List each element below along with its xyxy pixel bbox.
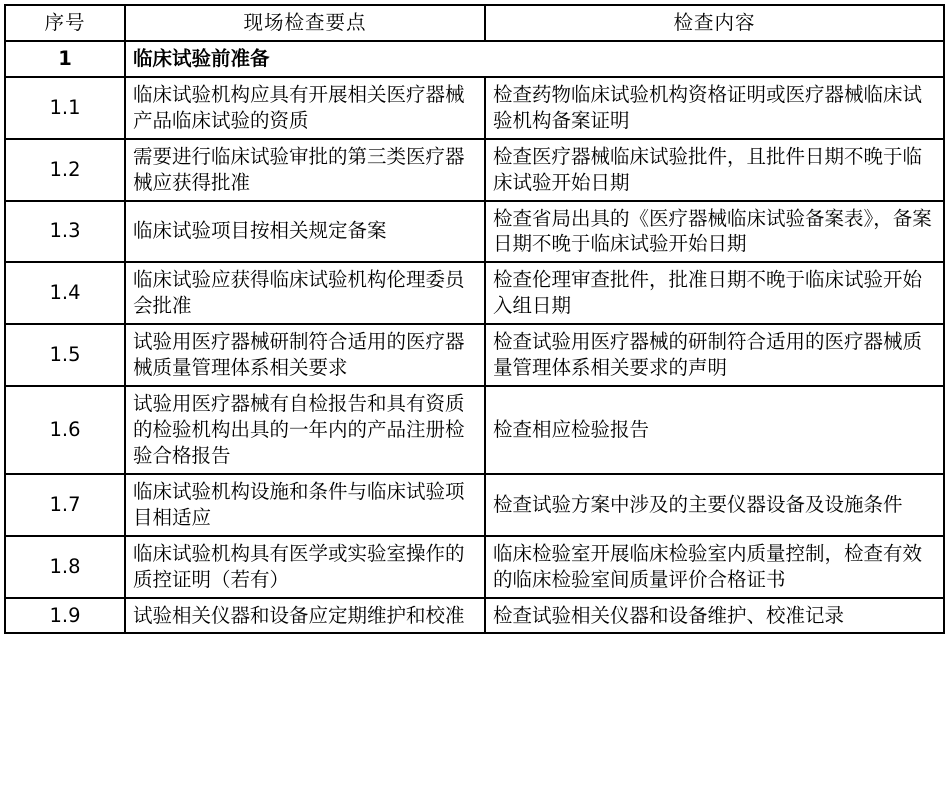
inspection-point: 临床试验机构具有医学或实验室操作的质控证明（若有） bbox=[125, 536, 485, 598]
inspection-point: 临床试验应获得临床试验机构伦理委员会批准 bbox=[125, 262, 485, 324]
inspection-content: 检查试验方案中涉及的主要仪器设备及设施条件 bbox=[485, 474, 944, 536]
inspection-content: 临床检验室开展临床检验室内质量控制，检查有效的临床检验室间质量评价合格证书 bbox=[485, 536, 944, 598]
column-header-content: 检查内容 bbox=[485, 5, 944, 41]
row-number: 1.8 bbox=[5, 536, 125, 598]
row-number: 1.1 bbox=[5, 77, 125, 139]
inspection-point: 试验用医疗器械研制符合适用的医疗器械质量管理体系相关要求 bbox=[125, 324, 485, 386]
inspection-point: 试验用医疗器械有自检报告和具有资质的检验机构出具的一年内的产品注册检验合格报告 bbox=[125, 386, 485, 474]
table-row bbox=[5, 474, 944, 536]
inspection-content: 检查试验相关仪器和设备维护、校准记录 bbox=[485, 598, 944, 634]
table-row bbox=[5, 598, 944, 634]
row-number: 1.2 bbox=[5, 139, 125, 201]
inspection-content: 检查相应检验报告 bbox=[485, 386, 944, 474]
row-number: 1.6 bbox=[5, 386, 125, 474]
inspection-checklist-table bbox=[4, 4, 945, 634]
column-header-point: 现场检查要点 bbox=[125, 5, 485, 41]
table-row bbox=[5, 536, 944, 598]
inspection-point: 需要进行临床试验审批的第三类医疗器械应获得批准 bbox=[125, 139, 485, 201]
table-row bbox=[5, 77, 944, 139]
inspection-content: 检查试验用医疗器械的研制符合适用的医疗器械质量管理体系相关要求的声明 bbox=[485, 324, 944, 386]
inspection-content: 检查省局出具的《医疗器械临床试验备案表》，备案日期不晚于临床试验开始日期 bbox=[485, 201, 944, 263]
inspection-point: 临床试验项目按相关规定备案 bbox=[125, 201, 485, 263]
inspection-content: 检查医疗器械临床试验批件，且批件日期不晚于临床试验开始日期 bbox=[485, 139, 944, 201]
table-row bbox=[5, 201, 944, 263]
table-body bbox=[5, 41, 944, 634]
row-number: 1 bbox=[5, 41, 125, 77]
table-row bbox=[5, 386, 944, 474]
table-header-row bbox=[5, 5, 944, 41]
table-row bbox=[5, 139, 944, 201]
row-number: 1.4 bbox=[5, 262, 125, 324]
column-header-no: 序号 bbox=[5, 5, 125, 41]
inspection-point: 临床试验机构设施和条件与临床试验项目相适应 bbox=[125, 474, 485, 536]
row-number: 1.7 bbox=[5, 474, 125, 536]
table-row bbox=[5, 262, 944, 324]
table-header bbox=[5, 5, 944, 41]
section-title: 临床试验前准备 bbox=[125, 41, 944, 77]
inspection-content: 检查药物临床试验机构资格证明或医疗器械临床试验机构备案证明 bbox=[485, 77, 944, 139]
table-row bbox=[5, 41, 944, 77]
table-row bbox=[5, 324, 944, 386]
row-number: 1.3 bbox=[5, 201, 125, 263]
inspection-point: 临床试验机构应具有开展相关医疗器械产品临床试验的资质 bbox=[125, 77, 485, 139]
row-number: 1.9 bbox=[5, 598, 125, 634]
row-number: 1.5 bbox=[5, 324, 125, 386]
inspection-content: 检查伦理审查批件，批准日期不晚于临床试验开始入组日期 bbox=[485, 262, 944, 324]
inspection-point: 试验相关仪器和设备应定期维护和校准 bbox=[125, 598, 485, 634]
